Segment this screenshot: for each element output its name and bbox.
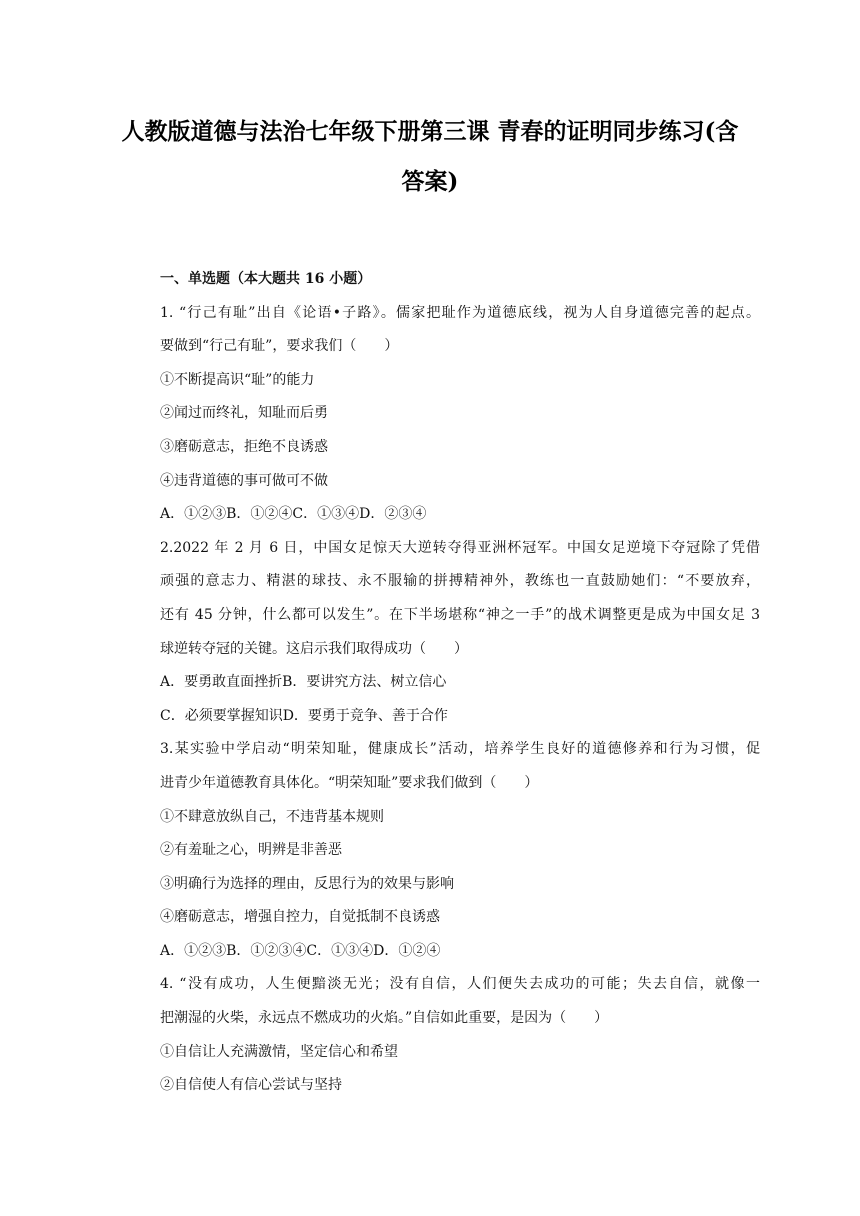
answer-options: C．必须要掌握知识D．要勇于竞争、善于合作 — [160, 707, 448, 724]
statement-item: ①自信让人充满激情，坚定信心和希望 — [160, 1043, 398, 1060]
statement-item: ②自信使人有信心尝试与坚持 — [160, 1077, 342, 1094]
question-text-line: 要做到“行己有耻”，要求我们（ ） — [160, 338, 399, 355]
question-text-line: 1. “行己有耻”出自《论语•子路》。儒家把耻作为道德底线，视为人自身道德完善的起点。 — [160, 304, 760, 321]
statement-item: ④违背道德的事可做可不做 — [160, 472, 328, 489]
section-header: 一、单选题（本大题共 16 小题） — [160, 271, 372, 287]
statement-item: ③明确行为选择的理由，反思行为的效果与影响 — [160, 875, 454, 892]
title-line-2: 答案) — [401, 168, 459, 195]
question-text-line: 顽强的意志力、精湛的球技、永不服输的拼搏精神外，教练也一直鼓励她们：“不要放弃， — [160, 573, 760, 590]
question-4 — [160, 968, 760, 1102]
answer-options: A．①②③B．①②④C．①③④D．②③④ — [160, 506, 427, 523]
statement-item: ②有羞耻之心，明辨是非善恶 — [160, 842, 342, 859]
answer-options: A．①②③B．①②③④C．①③④D．①②④ — [160, 942, 441, 959]
question-text-line: 球逆转夺冠的关键。这启示我们取得成功（ ） — [160, 640, 468, 657]
title-line-1: 人教版道德与法治七年级下册第三课 青春的证明同步练习(含 — [121, 118, 739, 145]
question-text-line: 还有 45 分钟，什么都可以发生”。在下半场堪称“神之一手”的战术调整更是成为中国女足 3 — [160, 606, 760, 623]
statement-item: ①不断提高识“耻”的能力 — [160, 371, 315, 388]
document-body — [160, 263, 760, 1103]
question-text-line: 把潮湿的火柴，永远点不燃成功的火焰。”自信如此重要，是因为（ ） — [160, 1010, 609, 1027]
question-text-line: 进青少年道德教育具体化。“明荣知耻”要求我们做到（ ） — [160, 774, 539, 791]
question-3 — [160, 733, 760, 968]
statement-item: ②闻过而终礼，知耻而后勇 — [160, 405, 328, 422]
statement-item: ①不肆意放纵自己，不违背基本规则 — [160, 808, 384, 825]
question-text-line: 4. “没有成功，人生便黯淡无光；没有自信，人们便失去成功的可能；失去自信，就像一 — [160, 976, 760, 993]
statement-item: ④磨砺意志，增强自控力，自觉抵制不良诱惑 — [160, 909, 440, 926]
document-title — [110, 107, 750, 207]
question-text-line: 2.2022 年 2 月 6 日，中国女足惊天大逆转夺得亚洲杯冠军。中国女足逆境下夺冠除了凭借 — [160, 539, 760, 556]
question-1 — [160, 297, 760, 532]
answer-options: A．要勇敢直面挫折B．要讲究方法、树立信心 — [160, 674, 447, 691]
statement-item: ③磨砺意志，拒绝不良诱惑 — [160, 438, 328, 455]
question-text-line: 3.某实验中学启动“明荣知耻，健康成长”活动，培养学生良好的道德修养和行为习惯，促 — [160, 741, 760, 758]
question-2 — [160, 532, 760, 734]
